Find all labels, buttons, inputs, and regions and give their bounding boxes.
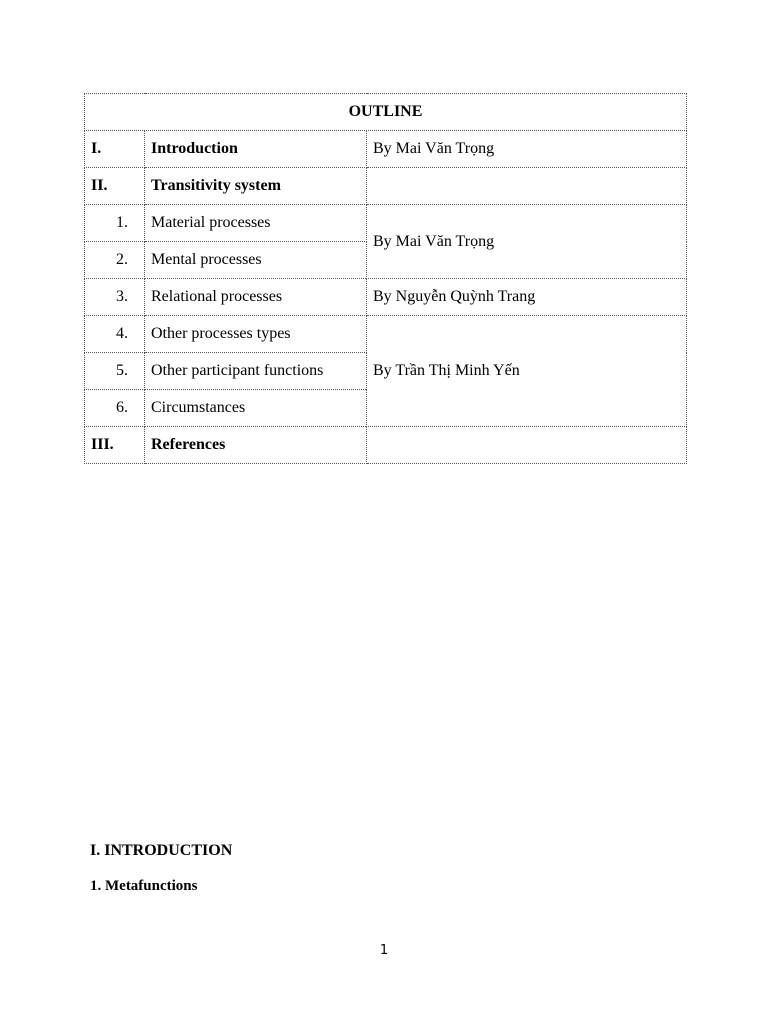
- row-number: III.: [85, 427, 145, 464]
- row-topic: Introduction: [145, 131, 367, 168]
- row-number: 1.: [85, 205, 145, 242]
- row-number: 4.: [85, 316, 145, 353]
- section-heading: I. INTRODUCTION: [90, 842, 233, 859]
- row-topic: Transitivity system: [145, 168, 367, 205]
- row-number: I.: [85, 131, 145, 168]
- table-row: [85, 131, 687, 168]
- row-topic: Other participant functions: [145, 353, 367, 390]
- row-number: 5.: [85, 353, 145, 390]
- outline-table: [84, 93, 687, 464]
- table-row: [85, 316, 687, 353]
- table-row: [85, 427, 687, 464]
- table-row: [85, 205, 687, 242]
- row-topic: Circumstances: [145, 390, 367, 427]
- row-author: [367, 168, 687, 205]
- outline-title: OUTLINE: [85, 94, 687, 131]
- row-number: 2.: [85, 242, 145, 279]
- page-number: 1: [379, 943, 389, 958]
- outline-title-row: [85, 94, 687, 131]
- row-author: By Nguyễn Quỳnh Trang: [367, 279, 687, 316]
- table-row: [85, 279, 687, 316]
- row-number: 6.: [85, 390, 145, 427]
- row-topic: References: [145, 427, 367, 464]
- row-author: By Mai Văn Trọng: [367, 205, 687, 279]
- row-topic: Relational processes: [145, 279, 367, 316]
- row-number: II.: [85, 168, 145, 205]
- row-topic: Mental processes: [145, 242, 367, 279]
- subsection-heading: 1. Metafunctions: [90, 878, 198, 894]
- row-author: [367, 427, 687, 464]
- table-row: [85, 168, 687, 205]
- row-topic: Other processes types: [145, 316, 367, 353]
- row-topic: Material processes: [145, 205, 367, 242]
- row-author: By Mai Văn Trọng: [367, 131, 687, 168]
- row-author: By Trần Thị Minh Yến: [367, 316, 687, 427]
- row-number: 3.: [85, 279, 145, 316]
